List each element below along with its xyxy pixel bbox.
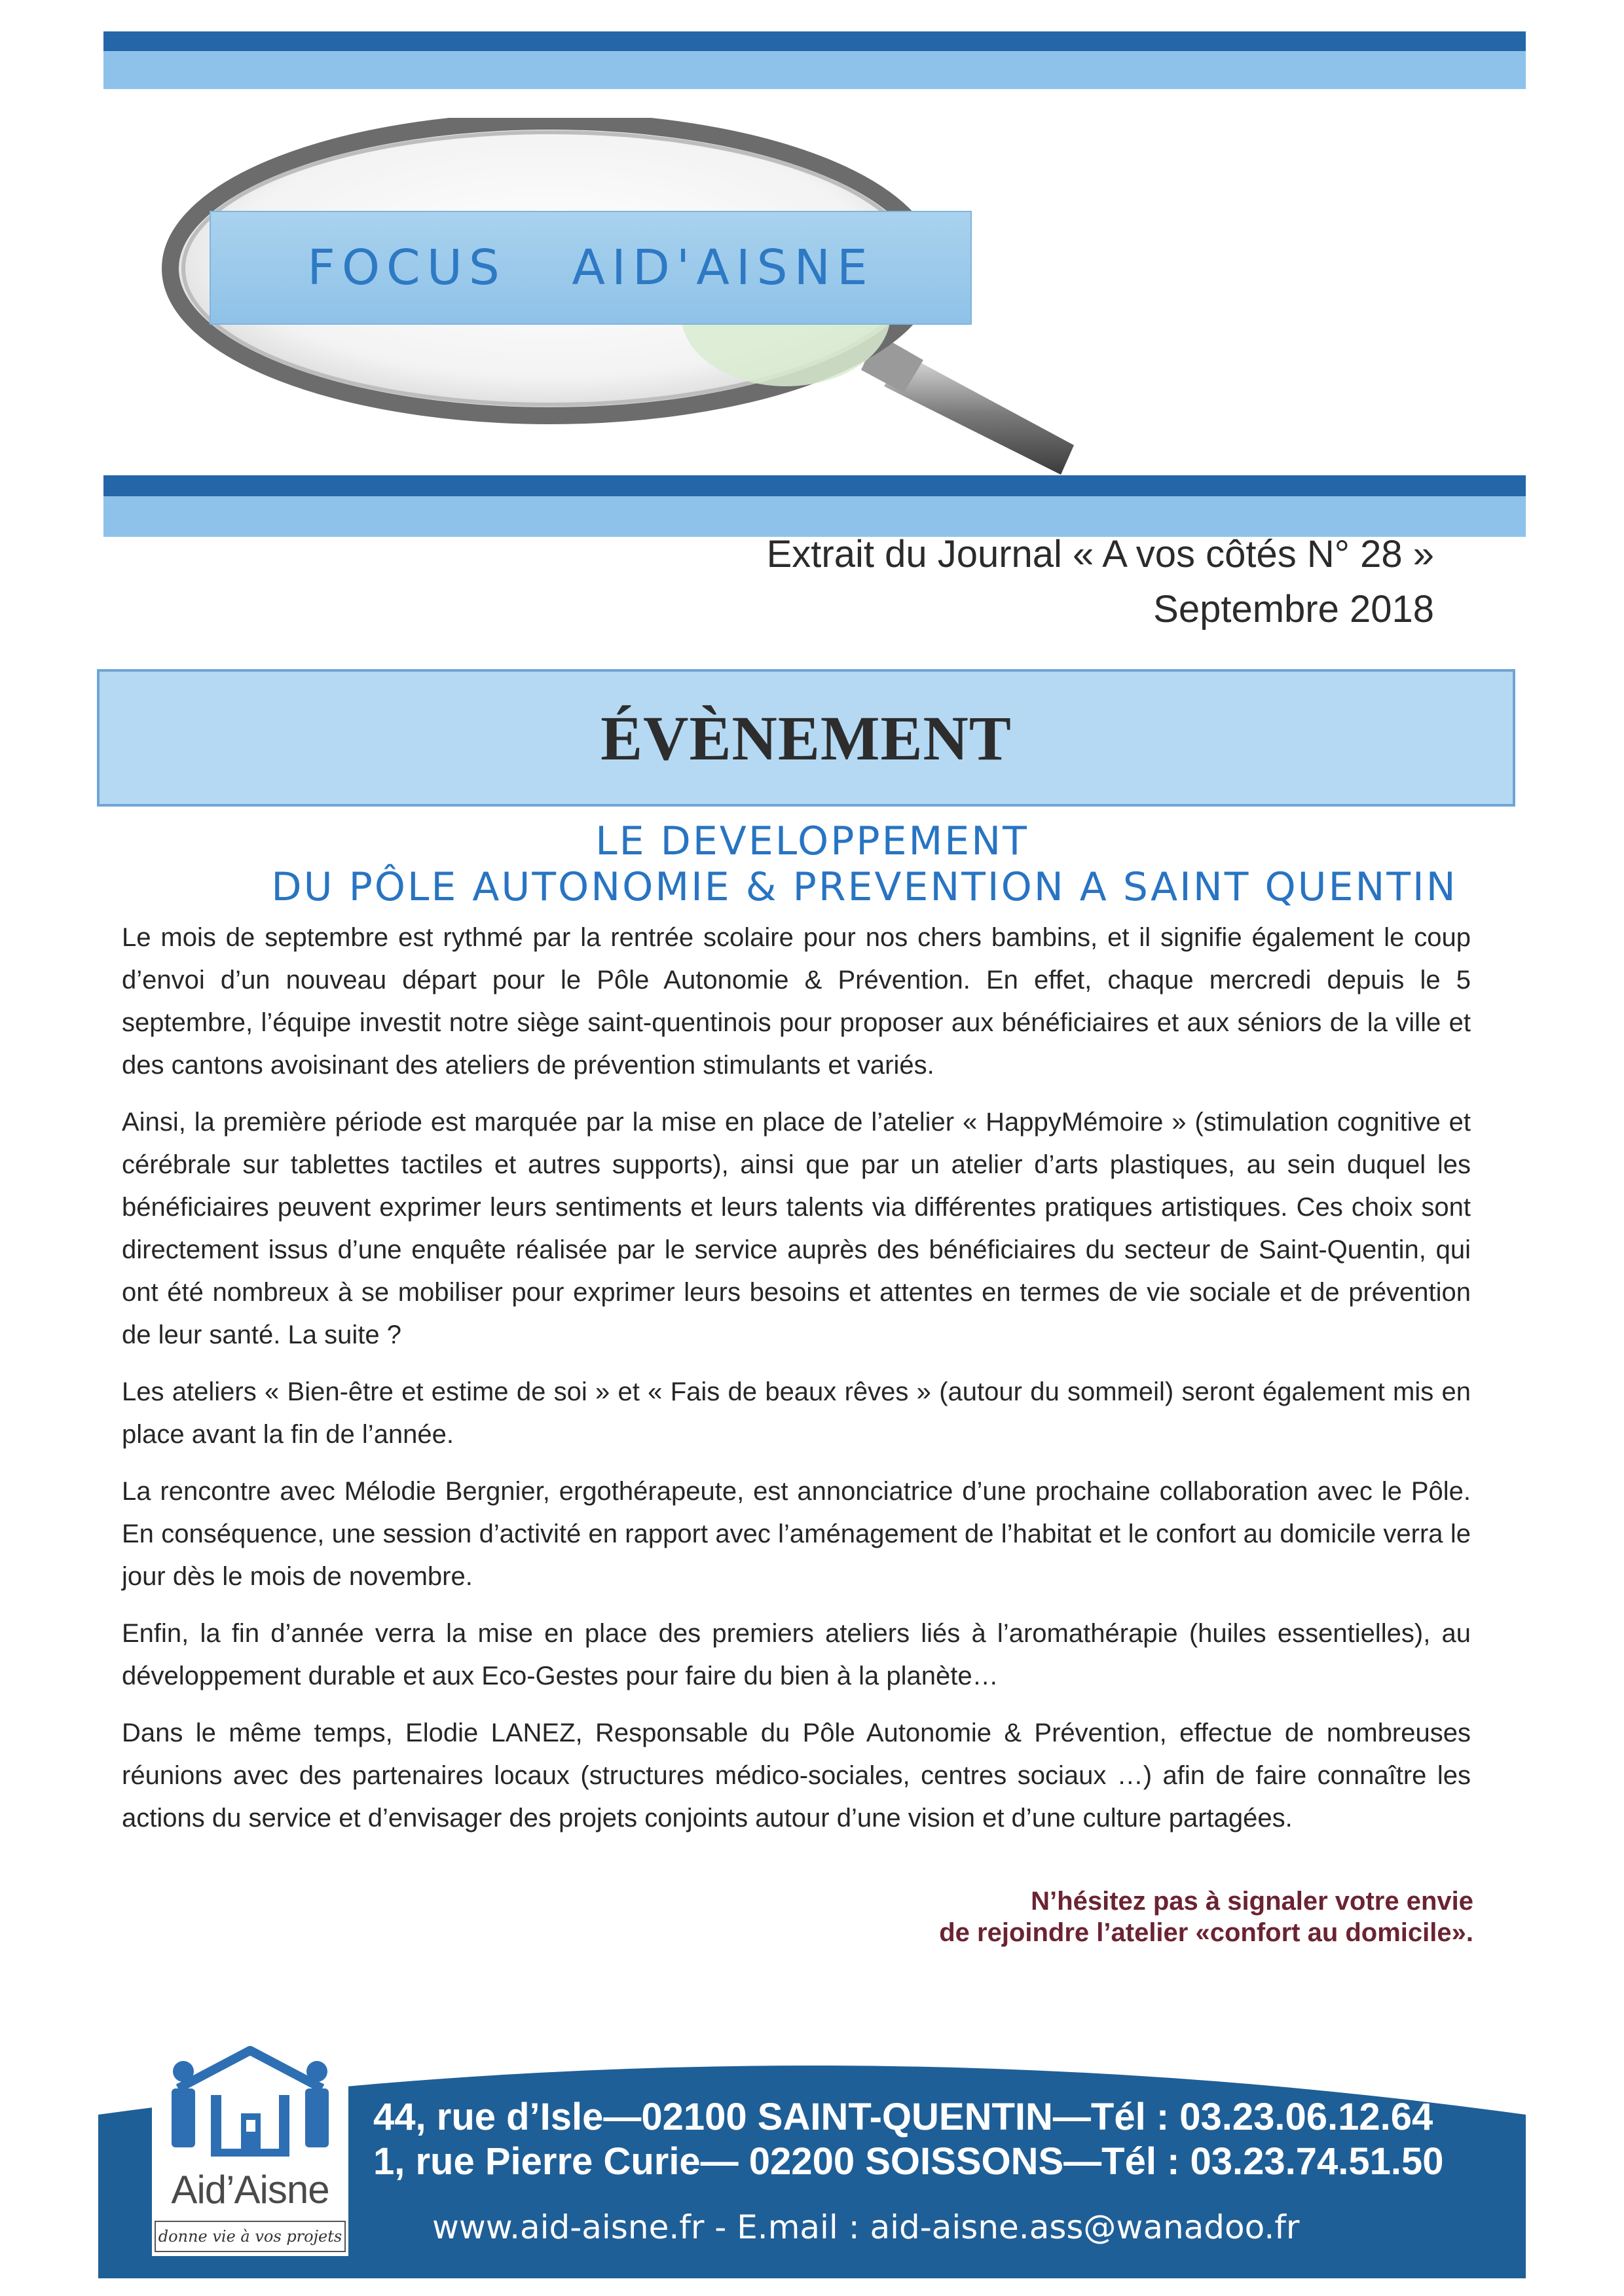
- focus-title-box: [210, 211, 972, 325]
- house-family-icon: [152, 2043, 348, 2167]
- article-headline-line-1: LE DEVELOPPEMENT: [595, 818, 1029, 864]
- footer-web-email[interactable]: www.aid-aisne.fr - E.mail : aid-aisne.ass@wanadoo.fr: [432, 2208, 1300, 2246]
- divider-bar-dark: [103, 475, 1526, 496]
- logo-tagline: donne vie à vos projets: [155, 2221, 346, 2252]
- event-banner: [97, 669, 1515, 807]
- journal-reference: [767, 527, 1434, 637]
- logo-name: Aid’Aisne: [171, 2168, 329, 2212]
- journal-date: Septembre 2018: [1153, 588, 1434, 630]
- article-body: [122, 917, 1471, 1854]
- call-to-action: [939, 1886, 1473, 1948]
- article-paragraph: Dans le même temps, Elodie LANEZ, Responsable du Pôle Autonomie & Prévention, effectue de nombreuses réunions avec des partenaires locaux (structures médico-sociales, centres sociaux …) afin de faire connaître les actions du service et d’envisager des projets conjoints autour d’une vision et d’une culture partagées.: [122, 1719, 1471, 1832]
- magnifier-handle: [861, 334, 1074, 475]
- header-bar-light: [103, 51, 1526, 89]
- journal-issue: Extrait du Journal « A vos côtés N° 28 »: [766, 533, 1434, 575]
- aid-aisne-logo: [152, 2043, 348, 2256]
- footer-org-name: AID’AISNE: [732, 2024, 892, 2058]
- header-bar-dark: [103, 31, 1526, 51]
- article-paragraph: Ainsi, la première période est marquée par la mise en place de l’atelier « HappyMémoire » (stimulation cognitive et cérébrale sur tablettes tactiles et autres supports), ainsi que par un atelier d’arts plastiques, au sein duquel les bénéficiaires peuvent exprimer leurs sentiments et leurs talents via différentes pratiques artistiques. Ces choix sont directement issus d’une enquête réalisée par le service auprès des bénéficiaires du secteur de Saint-Quentin, qui ont été nombreux à se mobiliser pour exprimer leurs besoins et attentes en termes de vie sociale et de prévention de leur santé. La suite ?: [122, 1108, 1471, 1349]
- article-paragraph: Les ateliers « Bien-être et estime de soi » et « Fais de beaux rêves » (autour du sommeil) seront également mis en place avant la fin de l’année.: [122, 1377, 1471, 1449]
- article-paragraph: Le mois de septembre est rythmé par la rentrée scolaire pour nos chers bambins, et il signifie également le coup d’envoi d’un nouveau départ pour le Pôle Autonomie & Prévention. En effet, chaque mercredi depuis le 5 septembre, l’équipe investit notre siège saint-quentinois pour proposer aux bénéficiaires et aux séniors de la ville et des cantons avoisinant des ateliers de prévention stimulants et variés.: [122, 923, 1471, 1080]
- event-title: ÉVÈNEMENT: [600, 702, 1012, 773]
- focus-title: FOCUS AID'AISNE: [307, 240, 874, 296]
- cta-line-2: de rejoindre l’atelier «confort au domicile».: [939, 1918, 1473, 1947]
- cta-line-1: N’hésitez pas à signaler votre envie: [1031, 1887, 1473, 1916]
- article-headline-line-2: DU PÔLE AUTONOMIE & PREVENTION A SAINT QUENTIN: [271, 864, 1458, 910]
- footer-address-soissons: 1, rue Pierre Curie— 02200 SOISSONS—Tél : 03.23.74.51.50: [373, 2140, 1444, 2183]
- article-paragraph: Enfin, la fin d’année verra la mise en place des premiers ateliers liés à l’aromathérapie (huiles essentielles), au développement durable et aux Eco-Gestes pour faire du bien à la planète…: [122, 1619, 1471, 1690]
- article-paragraph: La rencontre avec Mélodie Bergnier, ergothérapeute, est annonciatrice d’une prochaine collaboration avec le Pôle. En conséquence, une session d’activité en rapport avec l’aménagement de l’habitat et le confort au domicile verra le jour dès le mois de novembre.: [122, 1477, 1471, 1591]
- footer-address-saint-quentin: 44, rue d’Isle—02100 SAINT-QUENTIN—Tél : 03.23.06.12.64: [373, 2096, 1433, 2138]
